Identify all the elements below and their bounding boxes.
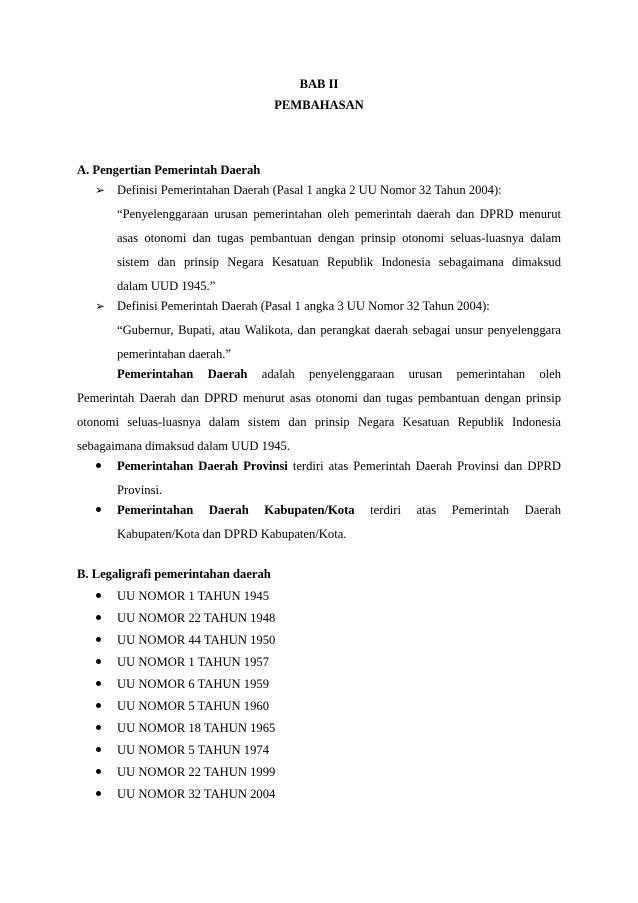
bullet-icon: [96, 463, 101, 468]
law-list-item: UU NOMOR 1 TAHUN 1957: [117, 655, 269, 669]
arrow-bullet-icon: ➢: [95, 299, 106, 313]
law-list-item: UU NOMOR 44 TAHUN 1950: [117, 633, 276, 647]
bullet-icon: [96, 703, 101, 708]
law-list-item: UU NOMOR 5 TAHUN 1960: [117, 699, 269, 713]
paragraph-line: sebagaimana dimaksud dalam UUD 1945.: [77, 439, 290, 453]
paragraph-line: otonomi seluas-luasnya dalam sistem dan prinsip Negara Kesatuan Republik Indonesia: [77, 415, 561, 429]
definition-1-line: “Penyelenggaraan urusan pemerintahan oleh pemerintah daerah dan DPRD menurut: [117, 207, 561, 221]
definition-1-line: asas otonomi dan tugas pembantuan dengan prinsip otonomi seluas-luasnya dalam: [117, 231, 561, 245]
bullet-icon: [96, 681, 101, 686]
definition-2-title: Definisi Pemerintah Daerah (Pasal 1 angka 3 UU Nomor 32 Tahun 2004):: [117, 299, 490, 313]
section-a-heading: A. Pengertian Pemerintah Daerah: [77, 163, 261, 177]
bullet-icon: [96, 791, 101, 796]
bullet-icon: [96, 507, 101, 512]
arrow-bullet-icon: ➢: [95, 183, 106, 197]
law-list-item: UU NOMOR 22 TAHUN 1999: [117, 765, 276, 779]
bullet-icon: [96, 747, 101, 752]
bullet-icon: [96, 725, 101, 730]
bullet-icon: [96, 593, 101, 598]
chapter-number: BAB II: [299, 77, 339, 91]
law-list-item: UU NOMOR 18 TAHUN 1965: [117, 721, 276, 735]
bullet-icon: [96, 659, 101, 664]
law-list-item: UU NOMOR 1 TAHUN 1945: [117, 589, 269, 603]
definition-1-title: Definisi Pemerintahan Daerah (Pasal 1 angka 2 UU Nomor 32 Tahun 2004):: [117, 183, 502, 197]
provinsi-bullet-line: Pemerintahan Daerah Provinsi terdiri atas Pemerintah Daerah Provinsi dan DPRD: [117, 459, 561, 473]
kabupaten-bullet-line: Kabupaten/Kota dan DPRD Kabupaten/Kota.: [117, 527, 347, 541]
paragraph-first-line: Pemerintahan Daerah adalah penyelenggaraan urusan pemerintahan oleh: [117, 367, 561, 381]
bullet-icon: [96, 615, 101, 620]
definition-2-line: “Gubernur, Bupati, atau Walikota, dan perangkat daerah sebagai unsur penyelenggara: [117, 323, 561, 337]
provinsi-bullet-line: Provinsi.: [117, 483, 163, 497]
definition-1-line: sistem dan prinsip Negara Kesatuan Republik Indonesia sebagaimana dimaksud: [117, 255, 561, 269]
law-list-item: UU NOMOR 22 TAHUN 1948: [117, 611, 276, 625]
chapter-title: PEMBAHASAN: [274, 98, 364, 112]
section-b-heading: B. Legaligrafi pemerintahan daerah: [77, 567, 271, 581]
law-list-item: UU NOMOR 6 TAHUN 1959: [117, 677, 269, 691]
law-list-item: UU NOMOR 5 TAHUN 1974: [117, 743, 269, 757]
paragraph-line: Pemerintah Daerah dan DPRD menurut asas otonomi dan tugas pembantuan dengan prinsip: [77, 391, 561, 405]
definition-1-line: dalam UUD 1945.”: [117, 279, 216, 293]
bullet-icon: [96, 769, 101, 774]
law-list-item: UU NOMOR 32 TAHUN 2004: [117, 787, 276, 801]
kabupaten-bullet-line: Pemerintahan Daerah Kabupaten/Kota terdiri atas Pemerintah Daerah: [117, 503, 561, 517]
definition-2-line: pemerintahan daerah.”: [117, 347, 231, 361]
bullet-icon: [96, 637, 101, 642]
